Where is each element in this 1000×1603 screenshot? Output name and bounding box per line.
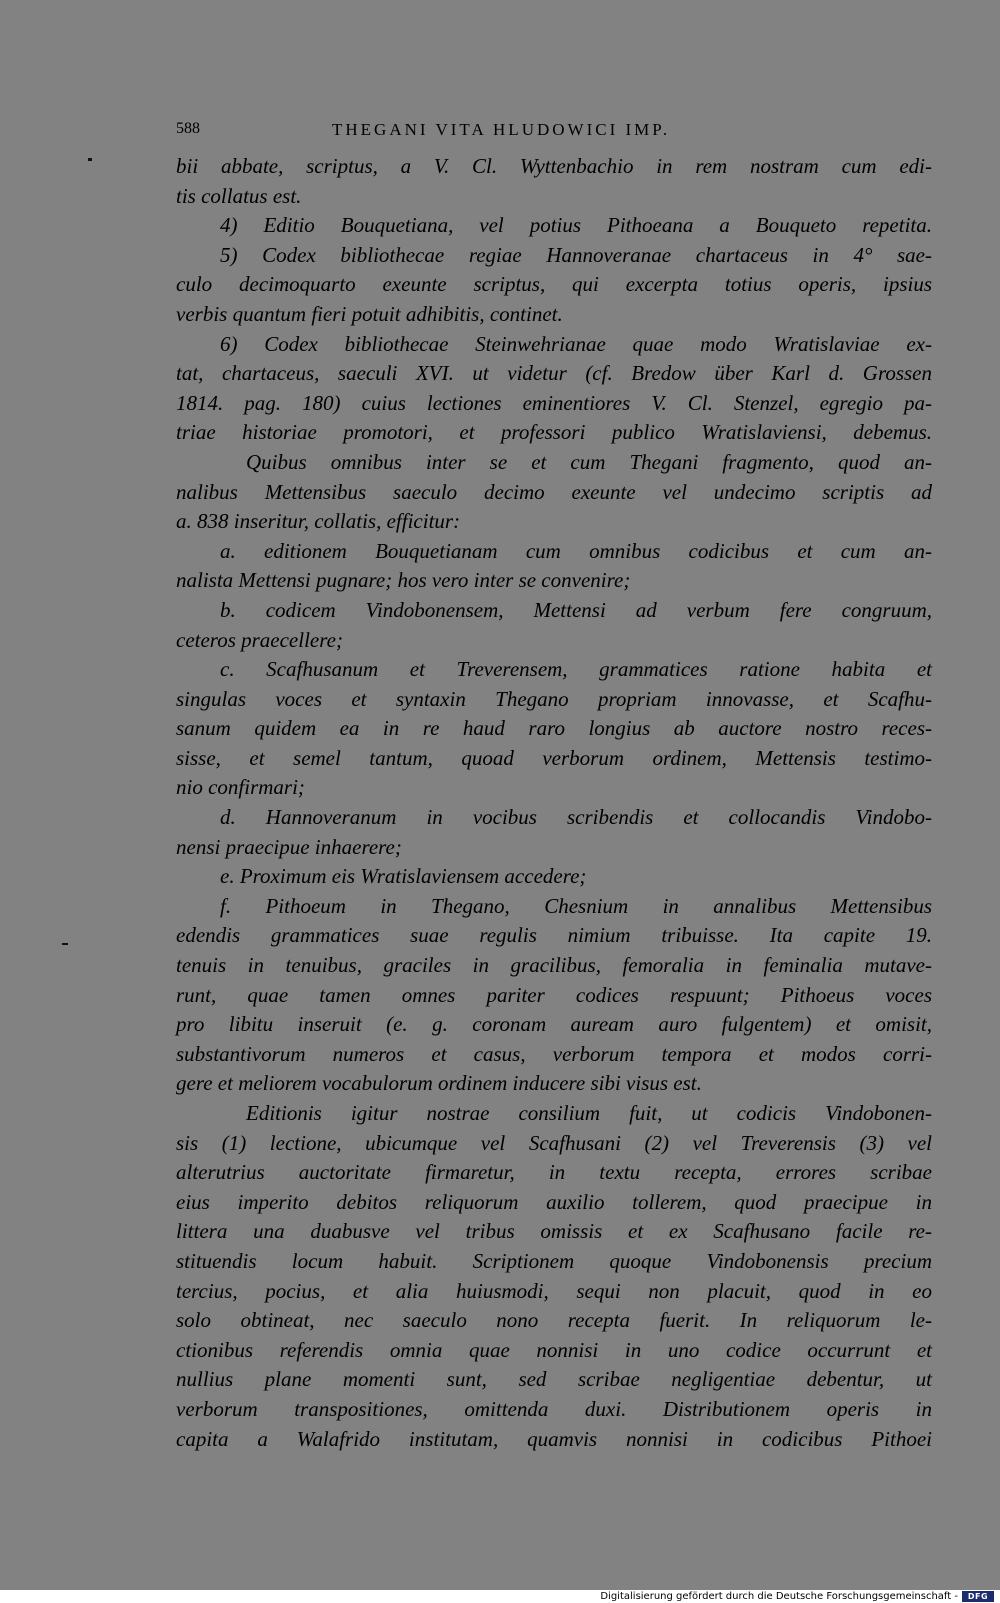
text-line: verbis quantum fieri potuit adhibitis, continet.: [176, 301, 563, 326]
text-line: c. Scafhusanum et Treverensem, grammatices ratione habita et: [220, 657, 932, 682]
text-line: singulas voces et syntaxin Thegano propriam innovasse, et Scafhu-: [176, 686, 932, 711]
text-line: runt, quae tamen omnes pariter codices respuunt; Pithoeus voces: [176, 982, 932, 1007]
text-line: b. codicem Vindobonensem, Mettensi ad verbum fere congruum,: [220, 597, 932, 622]
text-line: culo decimoquarto exeunte scriptus, qui excerpta totius operis, ipsius: [176, 272, 932, 297]
text-line: tenuis in tenuibus, graciles in gracilibus, femoralia in feminalia mutave-: [176, 953, 932, 978]
text-line: nalibus Mettensibus saeculo decimo exeunte vel undecimo scriptis ad: [176, 479, 932, 504]
text-line: e. Proximum eis Wratislaviensem accedere;: [220, 864, 587, 889]
funding-credit: Digitalisierung gefördert durch die Deutsche Forschungsgemeinschaft -: [600, 1591, 958, 1602]
text-line: bii abbate, scriptus, a V. Cl. Wyttenbachio in rem nostram cum edi-: [176, 154, 932, 178]
text-line: a. 838 inseritur, collatis, efficitur:: [176, 509, 461, 534]
text-line: littera una duabusve vel tribus omissis et ex Scafhusano facile re-: [176, 1219, 932, 1244]
text-line: capita a Walafrido institutam, quamvis nonnisi in codicibus Pithoei: [176, 1426, 932, 1451]
text-line: triae historiae promotori, et professori publico Wratislaviensi, debemus.: [176, 420, 932, 445]
text-line: edendis grammatices suae regulis nimium tribuisse. Ita capite 19.: [176, 923, 932, 948]
text-line: sanum quidem ea in re haud raro longius ab auctore nostro reces-: [176, 716, 932, 741]
margin-mark: [62, 943, 68, 945]
text-line: pro libitu inseruit (e. g. coronam auream auro fulgentem) et omisit,: [176, 1012, 932, 1037]
text-line: tat, chartaceus, saeculi XVI. ut videtur (cf. Bredow über Karl d. Grossen: [176, 361, 932, 386]
text-line: nensi praecipue inhaerere;: [176, 834, 402, 859]
text-line: Quibus omnibus inter se et cum Thegani fragmento, quod an-: [246, 449, 932, 474]
text-line: alterutrius auctoritate firmaretur, in textu recepta, errores scribae: [176, 1160, 932, 1185]
text-line: sisse, et semel tantum, quoad verborum ordinem, Mettensis testimo-: [176, 745, 932, 770]
text-line: nio confirmari;: [176, 775, 305, 800]
text-line: a. editionem Bouquetianam cum omnibus codicibus et cum an-: [220, 538, 932, 563]
text-line: 1814. pag. 180) cuius lectiones eminentiores V. Cl. Stenzel, egregio pa-: [176, 390, 932, 415]
text-line: sis (1) lectione, ubicumque vel Scafhusani (2) vel Treverensis (3) vel: [176, 1130, 932, 1155]
margin-mark: [88, 158, 92, 161]
text-line: 5) Codex bibliothecae regiae Hannoveranae chartaceus in 4° sae-: [220, 242, 932, 267]
dfg-logo-icon: DFG: [962, 1591, 994, 1602]
page-header: [176, 118, 932, 144]
text-line: solo obtineat, nec saeculo nono recepta fuerit. In reliquorum le-: [176, 1308, 932, 1333]
text-line: 4) Editio Bouquetiana, vel potius Pithoeana a Bouqueto repetita.: [220, 213, 932, 238]
text-line: tercius, pocius, et alia huiusmodi, sequi non placuit, quod in eo: [176, 1278, 932, 1303]
running-title: THEGANI VITA HLUDOWICI IMP.: [332, 120, 671, 139]
page-number: 588: [176, 120, 200, 137]
text-line: stituendis locum habuit. Scriptionem quoque Vindobonensis precium: [176, 1248, 932, 1273]
text-line: tis collatus est.: [176, 183, 302, 208]
text-line: f. Pithoeum in Thegano, Chesnium in annalibus Mettensibus: [220, 893, 932, 918]
text-line: ceteros praecellere;: [176, 627, 343, 652]
text-line: gere et meliorem vocabulorum ordinem inducere sibi visus est.: [176, 1071, 702, 1096]
footer-bar: [0, 1590, 1000, 1603]
text-line: nullius plane momenti sunt, sed scribae negligentiae debentur, ut: [176, 1367, 932, 1392]
text-line: Editionis igitur nostrae consilium fuit, ut codicis Vindobonen-: [246, 1101, 932, 1125]
text-line: substantivorum numeros et casus, verborum tempora et modos corri-: [176, 1041, 932, 1066]
text-line: d. Hannoveranum in vocibus scribendis et collocandis Vindobo-: [220, 805, 932, 830]
text-line: verborum transpositiones, omittenda duxi. Distributionem operis in: [176, 1396, 932, 1421]
text-line: eius imperito debitos reliquorum auxilio tollerem, quod praecipue in: [176, 1189, 932, 1214]
text-line: nalista Mettensi pugnare; hos vero inter se convenire;: [176, 568, 631, 593]
body-text: [176, 152, 932, 1454]
text-line: 6) Codex bibliothecae Steinwehrianae quae modo Wratislaviae ex-: [220, 331, 932, 356]
text-line: ctionibus referendis omnia quae nonnisi in uno codice occurrunt et: [176, 1337, 932, 1362]
